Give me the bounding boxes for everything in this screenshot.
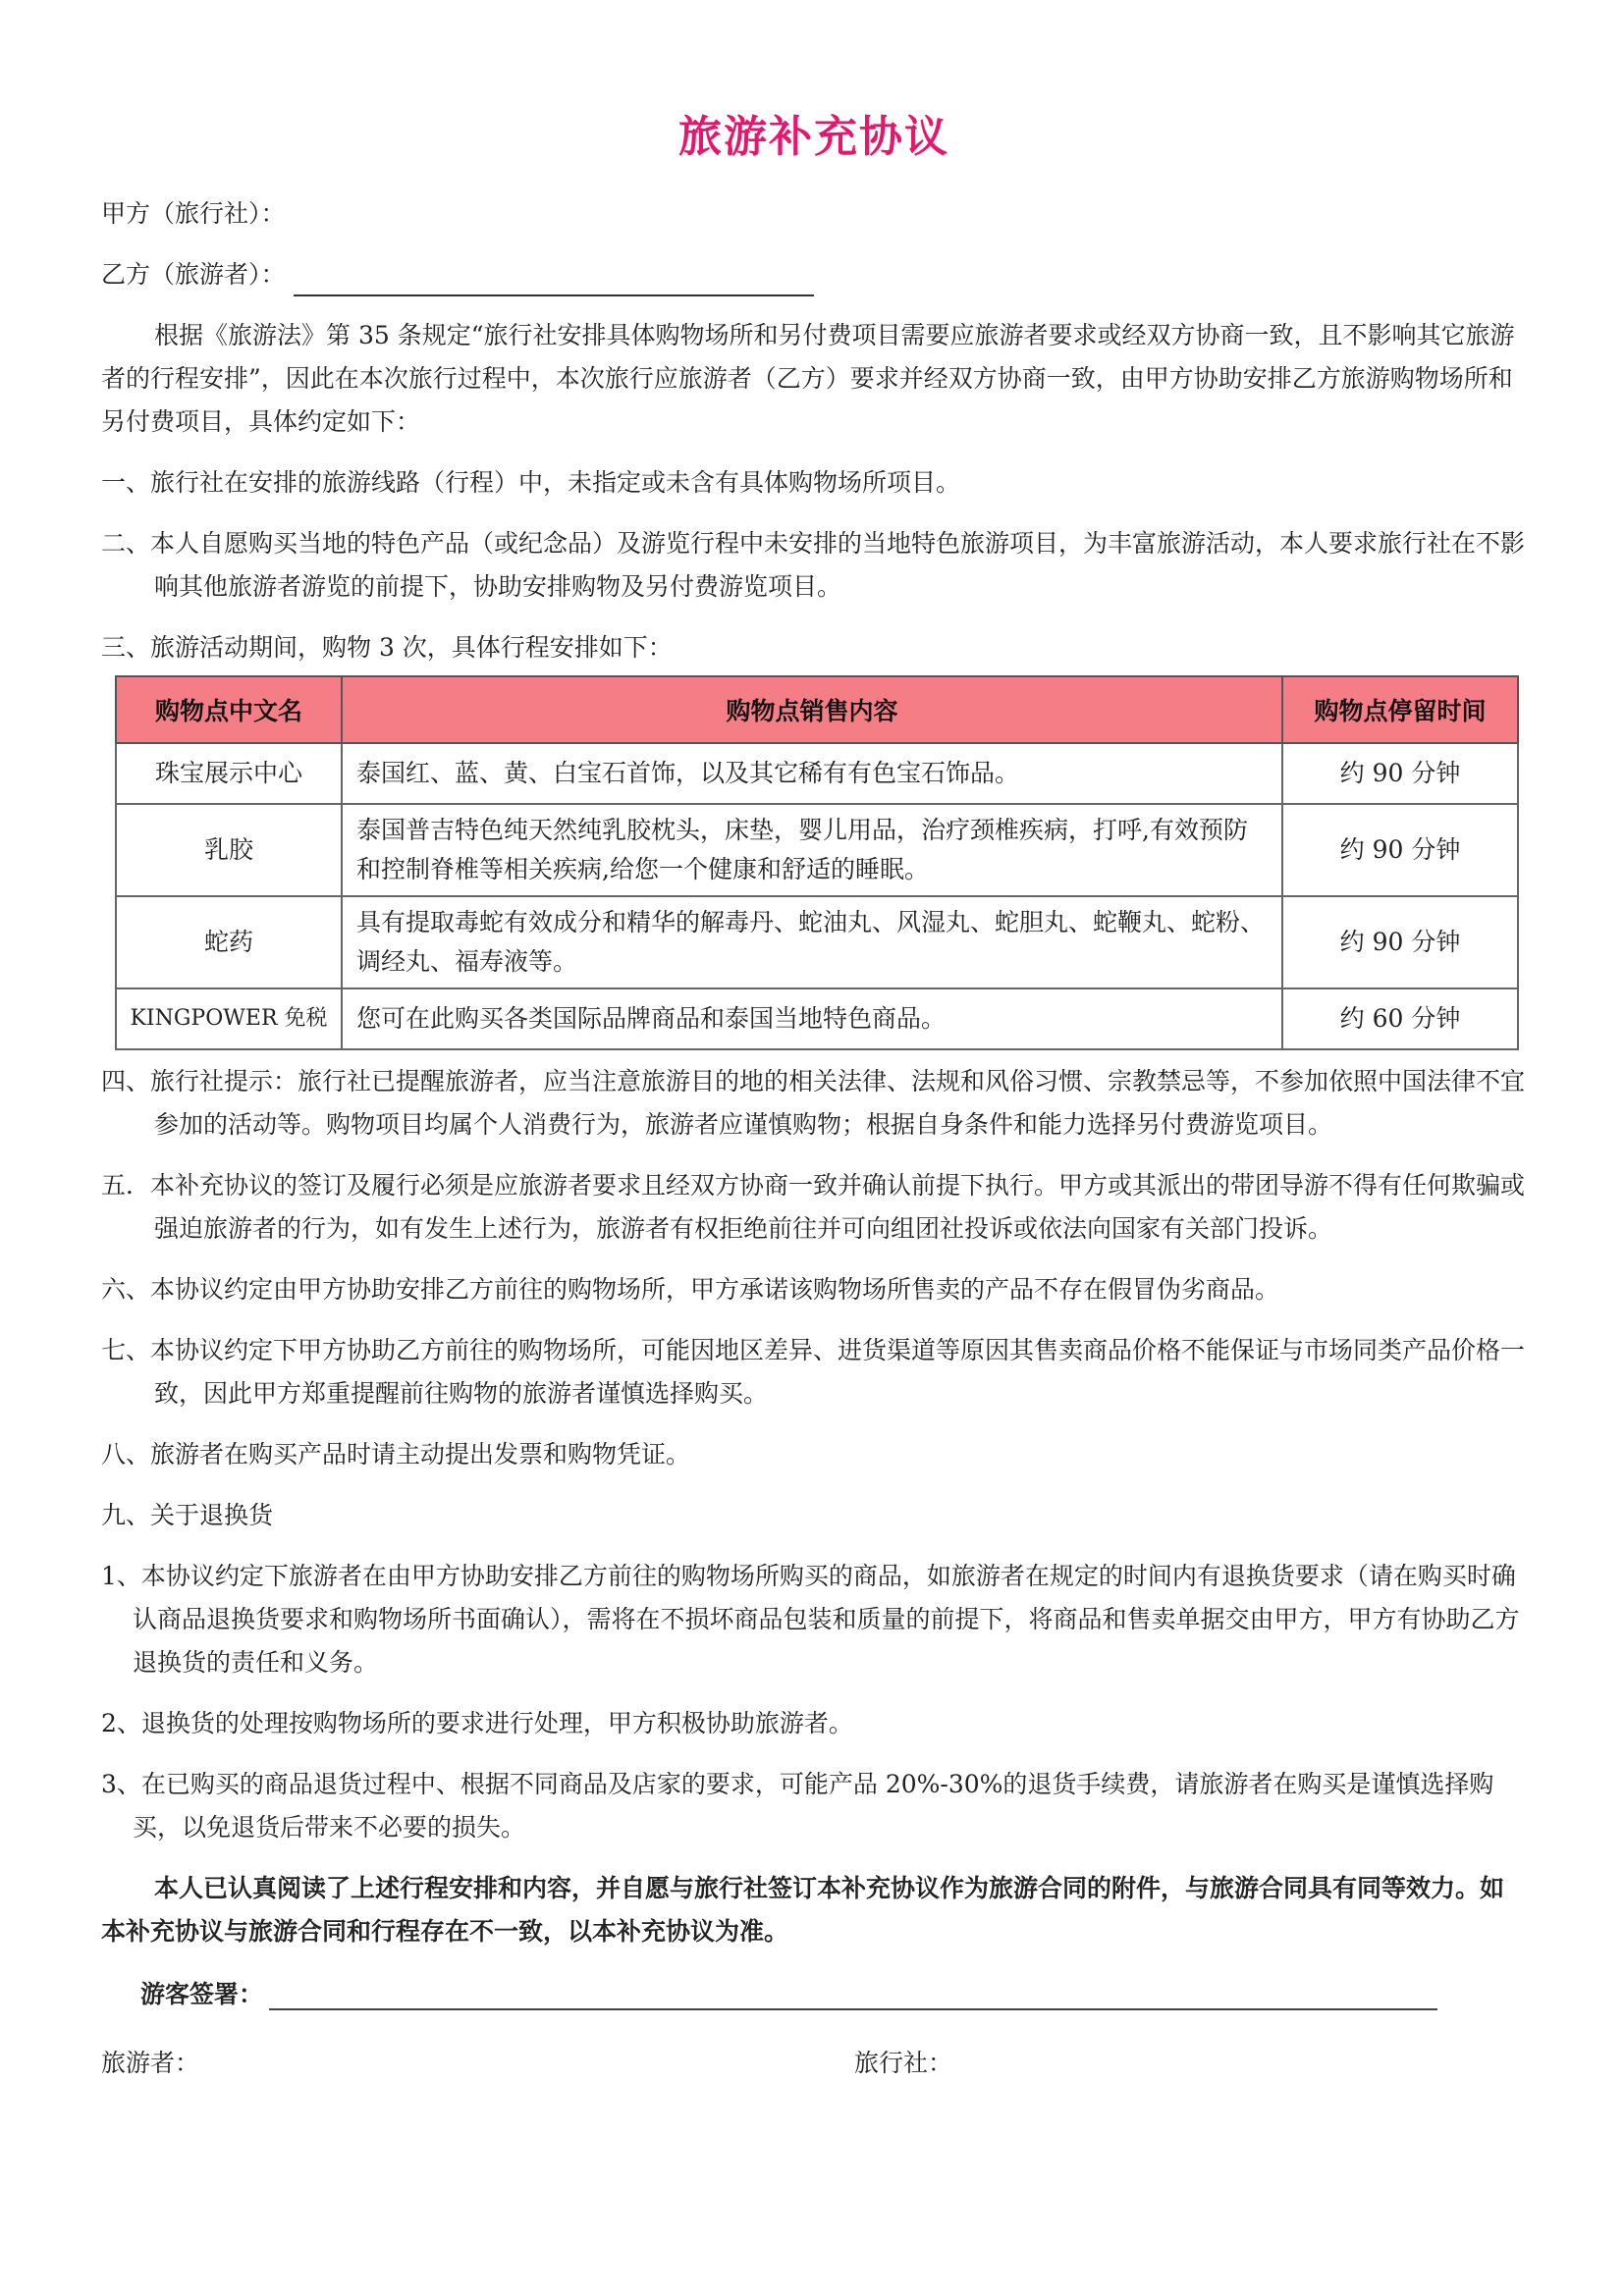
shop-time: 约 90 分钟 xyxy=(1282,743,1518,804)
signature-label: 游客签署： xyxy=(140,1980,264,2008)
table-row xyxy=(116,988,1518,1049)
clause-5: 五．本补充协议的签订及履行必须是应旅游者要求且经双方协商一致并确认前提下执行。甲方或其派出的带团导游不得有任何欺骗或强迫旅游者的行为，如有发生上述行为，旅游者有权拒绝前往并可向组团社投诉或依法向国家有关部门投诉。 xyxy=(101,1171,1526,1243)
table-row xyxy=(116,896,1518,988)
clause-7: 七、本协议约定下甲方协助乙方前往的购物场所，可能因地区差异、进货渠道等原因其售卖商品价格不能保证与市场同类产品价格一致，因此甲方郑重提醒前往购物的旅游者谨慎选择购买。 xyxy=(101,1336,1526,1408)
party-a-label: 甲方（旅行社）： xyxy=(101,199,286,228)
shop-name: 乳胶 xyxy=(116,804,342,896)
shop-content: 泰国红、蓝、黄、白宝石首饰，以及其它稀有有色宝石饰品。 xyxy=(342,743,1282,804)
clause-3: 三、旅游活动期间，购物 3 次，具体行程安排如下： xyxy=(101,633,673,662)
table-header-row xyxy=(116,676,1518,743)
shop-name: KINGPOWER 免税 xyxy=(116,988,342,1049)
footer-row xyxy=(101,2044,1527,2087)
header-content: 购物点销售内容 xyxy=(342,676,1282,743)
shopping-table xyxy=(115,675,1519,1050)
shop-content: 您可在此购买各类国际品牌商品和泰国当地特色商品。 xyxy=(342,988,1282,1049)
shop-name: 珠宝展示中心 xyxy=(116,743,342,804)
table-row xyxy=(116,804,1518,896)
shop-content: 具有提取毒蛇有效成分和精华的解毒丹、蛇油丸、风湿丸、蛇胆丸、蛇鞭丸、蛇粉、调经丸、福寿液等。 xyxy=(342,896,1282,988)
clause-6: 六、本协议约定由甲方协助安排乙方前往的购物场所，甲方承诺该购物场所售卖的产品不存在假冒伪劣商品。 xyxy=(101,1275,1280,1304)
party-b-blank[interactable] xyxy=(294,265,814,296)
party-b-label: 乙方（旅游者）： xyxy=(101,260,286,289)
header-time: 购物点停留时间 xyxy=(1282,676,1518,743)
table-row xyxy=(116,743,1518,804)
clause-1: 一、旅行社在安排的旅游线路（行程）中，未指定或未含有具体购物场所项目。 xyxy=(101,468,961,497)
clause-8: 八、旅游者在购买产品时请主动提出发票和购物凭证。 xyxy=(101,1440,691,1468)
shop-time: 约 90 分钟 xyxy=(1282,804,1518,896)
agency-label: 旅行社： xyxy=(854,2049,953,2077)
clause-2: 二、本人自愿购买当地的特色产品（或纪念品）及游览行程中未安排的当地特色旅游项目，为丰富旅游活动，本人要求旅行社在不影响其他旅游者游览的前提下，协助安排购物及另付费游览项目。 xyxy=(101,529,1526,601)
statement-paragraph: 本人已认真阅读了上述行程安排和内容，并自愿与旅行社签订本补充协议作为旅游合同的附件，与旅游合同具有同等效力。如本补充协议与旅游合同和行程存在不一致，以本补充协议为准。 xyxy=(101,1874,1505,1946)
signature-line[interactable] xyxy=(269,1983,1437,2010)
page-title: 旅游补充协议 xyxy=(678,112,949,162)
party-b-line xyxy=(101,253,1527,296)
header-name: 购物点中文名 xyxy=(116,676,342,743)
shop-time: 约 60 分钟 xyxy=(1282,988,1518,1049)
return-clause-2: 2、退换货的处理按购物场所的要求进行处理，甲方积极协助旅游者。 xyxy=(101,1709,853,1737)
return-clause-1: 1、本协议约定下旅游者在由甲方协助安排乙方前往的购物场所购买的商品，如旅游者在规定的时间内有退换货要求（请在购买时确认商品退换货要求和购物场所书面确认），需将在不损坏商品包装和质量的前提下，将商品和售卖单据交由甲方，甲方有协助乙方退换货的责任和义务。 xyxy=(101,1562,1520,1677)
party-a-line xyxy=(101,192,1527,236)
tourist-label: 旅游者： xyxy=(101,2049,200,2077)
shop-content: 泰国普吉特色纯天然纯乳胶枕头，床垫，婴儿用品，治疗颈椎疾病，打呼,有效预防和控制脊椎等相关疾病,给您一个健康和舒适的睡眠。 xyxy=(342,804,1282,896)
clause-9: 九、关于退换货 xyxy=(101,1501,274,1529)
intro-paragraph: 根据《旅游法》第 35 条规定“旅行社安排具体购物场所和另付费项目需要应旅游者要求或经双方协商一致，且不影响其它旅游者的行程安排”，因此在本次旅行过程中，本次旅行应旅游者（乙方）要求并经双方协商一致，由甲方协助安排乙方旅游购物场所和另付费项目，具体约定如下： xyxy=(101,321,1515,436)
agreement-page xyxy=(101,108,1527,2087)
clause-4: 四、旅行社提示：旅行社已提醒旅游者，应当注意旅游目的地的相关法律、法规和风俗习惯、宗教禁忌等，不参加依照中国法律不宜参加的活动等。购物项目均属个人消费行为，旅游者应谨慎购物；根据自身条件和能力选择另付费游览项目。 xyxy=(101,1067,1526,1139)
signature-row xyxy=(101,1975,1527,2010)
shop-time: 约 90 分钟 xyxy=(1282,896,1518,988)
return-clause-3: 3、在已购买的商品退货过程中、根据不同商品及店家的要求，可能产品 20%-30%的退货手续费，请旅游者在购买是谨慎选择购买，以免退货后带来不必要的损失。 xyxy=(101,1770,1494,1842)
shop-name: 蛇药 xyxy=(116,896,342,988)
